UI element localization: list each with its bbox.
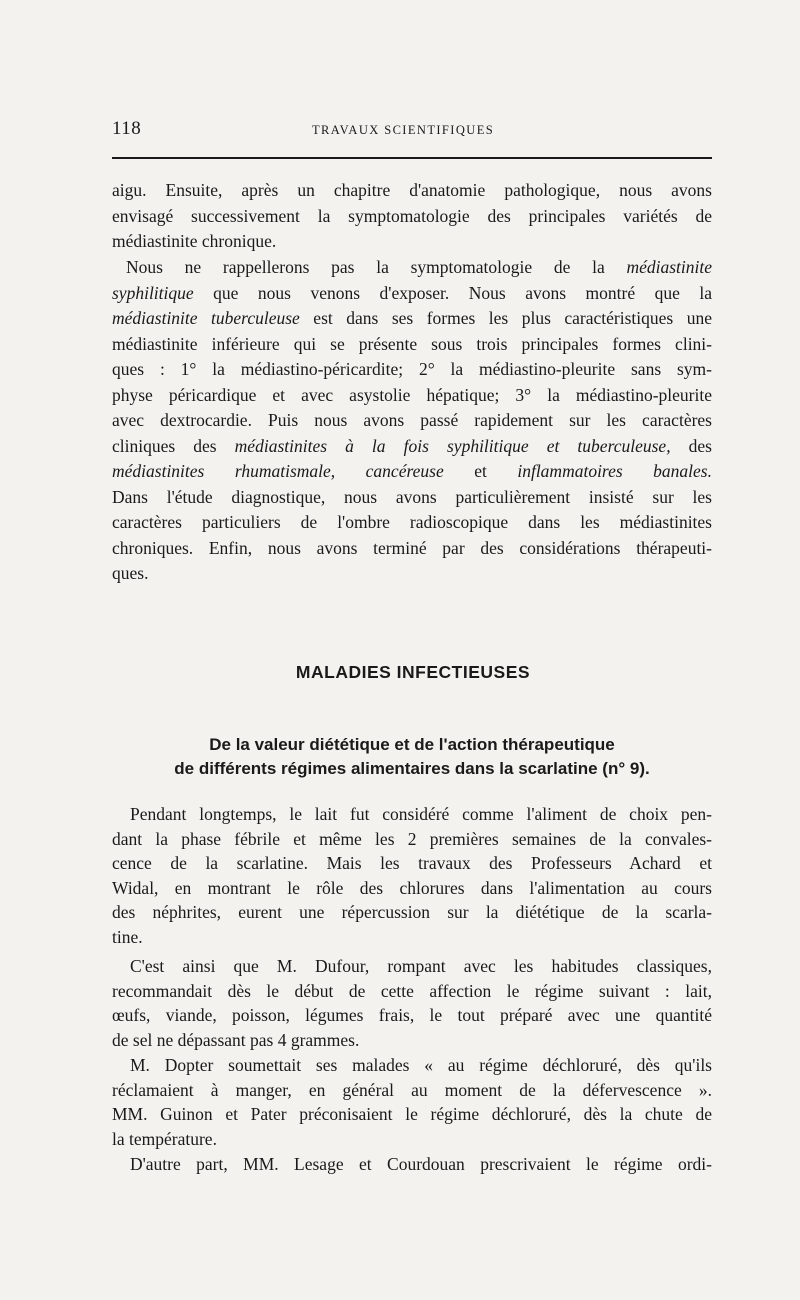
text-span: des [670,435,712,456]
text-line: M. Dopter soumettait ses malades « au régime déchloruré, dès qu'ils [130,1055,712,1075]
text-line: médiastinite chronique. [112,231,277,251]
text-line: tine. [112,926,143,947]
article-title-line: De la valeur diététique et de l'action thérapeutique [209,735,615,754]
text-line: réclamaient à manger, en général au moment de la défervescence ». [112,1079,712,1100]
italic-term: inflammatoires banales. [517,461,712,481]
body-paragraph-1 [112,802,712,949]
text-line: médiastinite inférieure qui se présente sous trois principales formes clini- [112,333,712,354]
text-line: la température. [112,1128,217,1149]
text-line: envisagé successivement la symptomatologie des principales variétés de [112,205,712,226]
italic-term: syphilitique [112,282,194,303]
summary-paragraph [112,255,712,587]
text-line: de sel ne dépassant pas 4 grammes. [112,1029,360,1050]
text-line: caractères particuliers de l'ombre radioscopique dans les médiastinites [112,512,712,532]
running-head: TRAVAUX SCIENTIFIQUES [312,123,495,137]
text-span: est dans ses formes les plus caractéristiques une [299,308,712,328]
text-line: C'est ainsi que M. Dufour, rompant avec les habitudes classiques, [130,956,712,976]
text-line: recommandait dès le début de cette affection le régime suivant : lait, [112,980,712,1001]
text-line: chroniques. Enfin, nous avons terminé par des considérations thérapeuti- [112,537,712,558]
text-line: Dans l'étude diagnostique, nous avons particulièrement insisté sur les [112,486,712,507]
italic-term: médiastinites à la fois syphilitique et tuberculeuse, [234,435,671,456]
italic-term: médiastinite [626,257,712,277]
text-line [112,434,712,460]
text-line: ques. [112,563,149,583]
body-paragraph-4 [112,1152,712,1177]
text-line: cence de la scarlatine. Mais les travaux des Professeurs Achard et [112,853,712,873]
text-span: et [443,461,518,481]
body-paragraph-3 [112,1053,712,1151]
intro-paragraph [112,178,712,255]
text-span: cliniques des [112,435,235,456]
text-line: Widal, en montrant le rôle des chlorures dans l'alimentation au cours [112,877,712,898]
text-line: D'autre part, MM. Lesage et Courdouan prescrivaient le régime ordi- [130,1154,712,1174]
page-header [112,118,712,148]
text-line: aigu. Ensuite, après un chapitre d'anatomie pathologique, nous avons [112,180,712,200]
text-line: MM. Guinon et Pater préconisaient le régime déchloruré, dès la chute de [112,1104,712,1124]
text-line [112,281,712,307]
text-span: Nous ne rappellerons pas la symptomatologie de la [126,257,627,277]
section-heading: MALADIES INFECTIEUSES [295,662,531,682]
text-line: dant la phase fébrile et même les 2 premières semaines de la convales- [112,828,712,849]
text-line [112,255,712,281]
text-line: physe péricardique et avec asystolie hépatique; 3° la médiastino-pleurite [112,384,712,405]
text-line: Pendant longtemps, le lait fut considéré comme l'aliment de choix pen- [130,804,712,824]
page-number: 118 [112,118,142,139]
text-line: œufs, viande, poisson, légumes frais, le tout préparé avec une quantité [112,1005,712,1025]
article-title [112,733,712,781]
body-paragraph-2 [112,954,712,1052]
italic-term: médiastinite tuberculeuse [112,308,300,328]
text-line: avec dextrocardie. Puis nous avons passé rapidement sur les caractères [112,410,712,430]
text-line: ques : 1° la médiastino-péricardite; 2° la médiastino-pleurite sans sym- [112,359,712,379]
italic-term: médiastinites rhumatismale, cancéreuse [112,461,444,481]
header-rule [112,157,712,159]
text-line: des néphrites, eurent une répercussion sur la diététique de la scarla- [112,902,712,922]
text-line [112,459,712,485]
article-title-line: de différents régimes alimentaires dans la scarlatine (n° 9). [174,759,650,778]
text-line [112,306,712,332]
text-span: que nous venons d'exposer. Nous avons montré que la [193,282,712,303]
